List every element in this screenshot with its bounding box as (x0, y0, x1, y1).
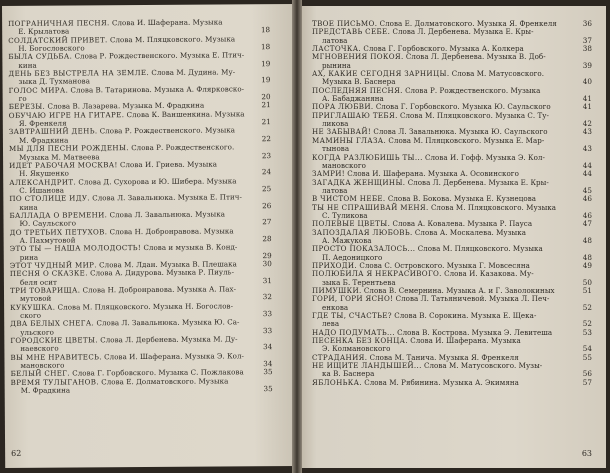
credits-line: Слова Л. Дербенева. Музыка Е. Кры- (392, 27, 534, 37)
page-ref: 22 (261, 133, 271, 144)
page-ref: 33 (262, 309, 273, 319)
credits-line: Слова И. Шаферана. Музыка Э. Кол- (104, 351, 244, 362)
credits-line: Слова М. Рябинина. Музыка А. Экимяна (364, 377, 519, 387)
credits-continuation: Музыка В. Баснера (322, 77, 396, 87)
song-title: ПИМУШКИ. (312, 286, 362, 295)
song-title: ТЫ НЕ СПРАШИВАЙ МЕНЯ. (312, 202, 429, 212)
toc-entry (312, 295, 594, 312)
page-ref: 50 (582, 277, 592, 287)
credits-continuation: Н. Богословского (18, 43, 85, 53)
page-ref: 39 (582, 60, 592, 70)
song-title: ЗАВТРАШНИЙ ДЕНЬ. (8, 126, 98, 137)
song-title: АЛЕКСАНДРИТ. (9, 177, 77, 187)
toc-entry (312, 312, 594, 329)
credits-line: Слова и музыка В. Конд- (143, 242, 238, 253)
credits-line: Слова В. Татаринова. Музыка А. Флярковско- (70, 84, 245, 95)
page-ref: 49 (582, 260, 592, 270)
page-ref: 44 (582, 169, 592, 179)
song-title: ГОРИ, ГОРИ ЯСНО! (312, 294, 394, 304)
toc-entry (312, 362, 594, 379)
song-title: ПОСЛЕДНЯЯ ПЕСНЯ. (312, 85, 403, 95)
toc-entry (312, 112, 594, 129)
credits-continuation: енкова (322, 302, 349, 312)
toc-entry (11, 377, 275, 396)
song-title: ТВОЕ ПИСЬМО. (312, 19, 378, 28)
toc-entry (312, 245, 594, 262)
page-ref: 55 (582, 352, 592, 362)
credits-line: Слова М. Пляцковского. Музыка (417, 244, 543, 254)
credits-line: Слова Л. Дербенева. Музыка В. Доб- (405, 52, 546, 62)
page-ref: 43 (582, 127, 592, 137)
credits-line: Слова Г. Горбовского. Музыка Ю. Саульского (375, 102, 551, 112)
credits-line: Слова Л. Завальнюка. Музыка (109, 209, 226, 220)
page-ref: 34 (263, 359, 273, 369)
song-title: ГДЕ ТЫ, СЧАСТЬЕ? (312, 311, 392, 321)
song-title: КОГДА РАЗЛЮБИШЬ ТЫ... (312, 152, 423, 162)
song-title: КУКУШКА. (10, 302, 56, 312)
credits-line: Слова Д. Сухорова и Ю. Шибера. Музыка (78, 175, 237, 187)
credits-line: Слова Р. Рождественского. Музыка Е. Птич- (74, 50, 245, 61)
toc-entry (312, 137, 594, 154)
credits-line: Слова В. Семернина. Музыка А. и Г. Заволокиных (363, 286, 555, 295)
page-ref: 44 (582, 160, 592, 170)
song-title: ВРЕМЯ ТУЛЫГАНОВ. (10, 377, 99, 387)
page-ref: 20 (261, 92, 271, 102)
credits-line: Слова А. Ковалева. Музыка Р. Пауса (392, 219, 533, 229)
song-title: МАМИНЫ ГЛАЗА. (312, 135, 387, 145)
toc-entry (312, 337, 594, 354)
page-ref: 47 (582, 219, 592, 229)
song-title: В ЧИСТОМ НЕБЕ. (312, 194, 386, 204)
page-ref: 40 (582, 77, 592, 87)
credits-line: Слова И. Шаферана. Музыка (410, 336, 521, 346)
credits-line: Слова Е. Долматовского. Музыка Я. Френкеля (379, 19, 557, 28)
credits-line: Слова Л. Дербенева. Музыка М. Ду- (100, 334, 238, 345)
credits-continuation: рынина (322, 60, 351, 70)
song-title: ТРИ ТОВАРИЩА. (9, 285, 81, 295)
song-title: ПОЛЕВЫЕ ЦВЕТЫ. (312, 219, 391, 229)
credits-line: Слова Л. Дербенева. Музыка Е. Кры- (407, 177, 549, 187)
credits-continuation: С. Ишанова (19, 185, 64, 195)
right-page-number: 63 (581, 449, 592, 458)
credits-continuation: рина (19, 252, 39, 262)
credits-line: Слова М. Дудина. Му- (151, 67, 236, 78)
page-ref: 29 (262, 250, 272, 260)
credits-line: Слова В. Лазарева. Музыка М. Фрадкина (47, 101, 205, 112)
credits-line: Слова М. Матусовского. (451, 69, 545, 79)
toc-entry (312, 28, 594, 45)
page-ref: 41 (582, 102, 592, 112)
page-ref: 56 (582, 369, 592, 379)
page-ref: 19 (261, 58, 271, 68)
song-title: ЭТОТ ЧУДНЫЙ МИР. (9, 260, 97, 270)
credits-line: Слова И. Казакова. Му- (444, 269, 534, 279)
page-ref: 38 (582, 44, 592, 54)
song-title: ПРОСТО ПОКАЗАЛОСЬ... (312, 244, 416, 254)
song-title: ДЕНЬ БЕЗ ВЫСТРЕЛА НА ЗЕМЛЕ. (8, 68, 150, 79)
credits-continuation: А. Пахмутовой (19, 235, 76, 245)
credits-line: Слова М. Пляцковского. Музыка С. Ту- (400, 110, 549, 120)
song-title: ПОГРАНИЧНАЯ ПЕСНЯ. (8, 18, 110, 28)
credits-line: Слова М. Пляцковского. Музыка (430, 202, 557, 212)
credits-continuation: ликова (322, 119, 349, 129)
toc-entry (312, 229, 594, 246)
song-title: БЕЛЫЙ СНЕГ. (10, 368, 70, 379)
page-ref: 25 (261, 183, 272, 194)
page-ref: 28 (262, 234, 272, 244)
page-ref: 30 (262, 259, 272, 269)
song-title: ПО СТОЛИЦЕ ИДУ. (9, 193, 90, 204)
song-title: МГНОВЕНИЯ ПОКОЯ. (312, 52, 404, 62)
page-ref: 48 (582, 252, 592, 262)
song-title: БАЛЛАДА О ВРЕМЕНИ. (9, 210, 108, 220)
credits-continuation: мутовой (20, 294, 52, 304)
song-title: ГОЛОС МИРА. (8, 85, 69, 95)
credits-continuation: латова (322, 185, 348, 195)
credits-line: Слова С. Островского. Музыка Г. Мовсесяна (359, 260, 530, 270)
credits-line: Слова И. Шаферана. Музыка (111, 17, 223, 28)
credits-line: Слова В. Кострова. Музыка Э. Левитеша (397, 327, 553, 337)
credits-continuation: тынова (322, 144, 350, 154)
song-title: БЕРЕЗЫ. (8, 102, 46, 112)
credits-continuation: зыка Д. Тухманова (18, 76, 90, 87)
credits-continuation: зыка Б. Терентьева (322, 277, 396, 287)
toc-entry (312, 270, 594, 287)
song-title: ЭТО ТЫ — НАША МОЛОДОСТЬ! (9, 243, 142, 254)
toc-entry (312, 179, 594, 196)
credits-continuation: Музыка М. Матвеева (19, 151, 100, 162)
credits-line: Слова М. Пляцковского. Музыка Е. Мар- (388, 135, 545, 145)
credits-line: Слова Л. Завальнюка. Музыка Ю. Са- (96, 317, 240, 328)
page-ref: 35 (263, 384, 273, 394)
credits-line: Слова А. Москалева. Музыка (414, 227, 526, 237)
credits-line: Слова А. Дидурова. Музыка Р. Пиуль- (90, 267, 235, 278)
credits-continuation: М. Фрадкина (18, 135, 69, 145)
credits-line: Слова Р. Рождественского. (131, 142, 235, 153)
credits-continuation: мановского (322, 160, 366, 170)
song-title: ОБУЧАЮ ИГРЕ НА ГИТАРЕ. (8, 109, 125, 120)
credits-continuation: го (18, 93, 27, 103)
page-ref: 18 (260, 25, 271, 35)
credits-line: Слова Н. Добронравова. Музыка А. Пах- (82, 284, 237, 295)
credits-continuation: П. Аедоницкого (322, 252, 383, 262)
song-title: НАДО ПОДУМАТЬ... (312, 327, 395, 337)
credits-line: Слова М. Пляцковского. Музыка Н. Богослов- (57, 301, 234, 312)
credits-continuation: латова (322, 35, 348, 45)
song-title: ПОРА ЛЮБВИ. (312, 102, 374, 112)
page-ref: 43 (582, 144, 592, 154)
credits-continuation: С. Туликова (322, 210, 368, 220)
credits-continuation: беля осит (19, 277, 58, 287)
song-title: СТРАДАНИЯ. (312, 352, 368, 362)
song-title: ИДЕТ РАБОЧАЯ МОСКВА! (9, 160, 118, 170)
page-ref: 42 (582, 119, 592, 129)
song-title: АХ, КАКИЕ СЕГОДНЯ ЗАРНИЦЫ. (312, 69, 450, 79)
page-ref: 35 (263, 367, 273, 377)
credits-continuation: Ю. Саульского (19, 218, 77, 229)
page-ref: 33 (262, 325, 273, 335)
page-ref: 21 (261, 117, 271, 127)
song-title: ПЕСНЯ О СКАЗКЕ. (9, 268, 88, 279)
song-title: ЯБЛОНЬКА. (312, 377, 362, 387)
credits-line: Слова Е. Долматовского. Музыка (101, 376, 229, 387)
credits-continuation: мановского (20, 360, 65, 370)
credits-line: Слова Н. Добронравова. Музыка (109, 225, 234, 236)
credits-continuation: М. Фрадкина (20, 385, 71, 396)
page-ref: 32 (262, 292, 273, 302)
page-ref: 18 (261, 42, 271, 52)
song-title: ПОЛЮБИЛА Я НЕКРАСИВОГО. (312, 269, 442, 279)
toc-entry (312, 70, 594, 87)
left-contents-list (8, 18, 275, 395)
song-title: ДВА БЕЛЫХ СНЕГА. (10, 318, 95, 329)
credits-continuation: кина (18, 60, 37, 70)
credits-continuation: ского (20, 310, 42, 320)
page-ref: 31 (262, 275, 272, 285)
credits-continuation: Э. Колмановского (322, 344, 391, 354)
credits-line: Слова М. Лдан. Музыка В. Плешака (99, 259, 237, 270)
credits-continuation: Е. Крылатова (18, 26, 70, 37)
song-title: БЫЛА СУДЬБА. (8, 51, 73, 62)
song-title: ПЕСЕНКА БЕЗ КОНЦА. (312, 336, 408, 346)
credits-line: Слова В. Бокова. Музыка Е. Кузнецова (387, 194, 537, 204)
credits-line: Слова Р. Рождественского. Музыка (99, 125, 236, 136)
credits-continuation: ка В. Баснера (322, 369, 375, 379)
credits-continuation: А. Бабаджаняна (322, 94, 384, 104)
song-title: НЕ ЗАБЫВАЙ! (312, 127, 372, 137)
song-title: ЗАПОЗДАЛАЯ ЛЮБОВЬ. (312, 227, 413, 237)
song-title: НЕ ИЩИТЕ ЛАНДЫШЕЙ... (312, 361, 422, 371)
credits-line: Слова Л. Завальнюка. Музыка Е. Птич- (92, 192, 242, 203)
credits-line: Слова Г. Горбовского. Музыка С. Пожлакова (72, 367, 244, 378)
page-ref: 46 (582, 194, 592, 204)
song-title: ЗАМРИ! (312, 169, 345, 179)
page-ref: 46 (582, 210, 592, 220)
page-ref: 57 (582, 377, 592, 387)
credits-line: Слова И. Шаферана. Музыка А. Осовинского (347, 169, 519, 179)
song-title: ЗАГАДКА ЖЕНЩИНЫ. (312, 177, 406, 187)
toc-entry (312, 204, 594, 221)
page-ref: 54 (582, 344, 592, 354)
credits-continuation: ульского (20, 327, 54, 337)
page-ref: 52 (582, 319, 592, 329)
song-title: ГОРОДСКИЕ ЦВЕТЫ. (10, 335, 98, 346)
credits-continuation: лева (322, 319, 340, 329)
credits-line: Слова М. Пляцковского. Музыка (109, 34, 236, 44)
toc-entry (312, 379, 594, 387)
toc-entry (312, 53, 594, 70)
page-ref: 23 (261, 150, 272, 160)
toc-entry (312, 87, 594, 104)
page-ref: 34 (263, 342, 273, 352)
page-ref: 37 (582, 35, 592, 45)
right-page (298, 6, 606, 468)
credits-line: Слова М. Танича. Музыка Я. Френкеля (369, 352, 519, 362)
page-ref: 45 (582, 185, 592, 195)
song-title: ПРИХОДИ. (312, 260, 358, 270)
toc-entry (312, 154, 594, 171)
credits-line: Слова Р. Рождественского. Музыка (405, 85, 541, 95)
credits-continuation: кина (19, 202, 38, 212)
page-ref: 19 (261, 75, 271, 85)
song-title: ЛАСТОЧКА. (312, 44, 362, 54)
credits-line: Слова Л. Завальнюка. Музыка Ю. Саульского (373, 127, 548, 137)
page-ref: 26 (262, 200, 272, 210)
left-page (2, 4, 298, 468)
page-ref: 21 (261, 100, 271, 110)
credits-continuation: Я. Френкеля (18, 118, 67, 129)
page-ref: 51 (582, 286, 592, 295)
credits-line: Слова Г. Горбовского. Музыка А. Колкера (363, 44, 524, 54)
song-title: ПРИГЛАШАЮ ТЕБЯ. (312, 110, 398, 120)
page-ref: 27 (262, 217, 272, 227)
credits-line: Слова И. Гофф. Музыка Э. Кол- (425, 152, 545, 162)
song-title: ПРЕДСТАВЬ СЕБЕ. (312, 27, 391, 37)
credits-continuation: Н. Якушенко (19, 168, 70, 179)
credits-continuation: А. Мажукова (322, 235, 372, 245)
page-ref: 52 (582, 302, 592, 312)
right-contents-list (312, 20, 594, 387)
song-title: ДО ТРЕТЬИХ ПЕТУХОВ. (9, 226, 108, 237)
credits-line: Слова К. Ваншенкина. Музыка (126, 109, 245, 119)
song-title: МЫ ДЛЯ ПЕСНИ РОЖДЕНЫ. (8, 143, 129, 154)
page-ref: 41 (582, 94, 592, 104)
song-title: ВЫ МНЕ НРАВИТЕСЬ. (10, 352, 102, 362)
page-ref: 24 (261, 167, 272, 177)
credits-line: Слова М. Матусовского. Музы- (424, 361, 543, 371)
left-page-number: 62 (11, 448, 22, 458)
page-ref: 36 (582, 19, 592, 28)
credits-continuation: наевского (20, 344, 59, 354)
book-gutter (292, 0, 302, 473)
page-ref: 48 (582, 235, 592, 245)
credits-line: Слова В. Сорокина. Музыка Е. Щека- (394, 311, 537, 321)
credits-line: Слова И. Гриева. Музыка (119, 159, 218, 170)
page-ref: 53 (582, 327, 592, 337)
song-title: СОЛДАТСКИЙ ПРИВЕТ. (8, 34, 108, 45)
credits-line: Слова Л. Татьяничевой. Музыка Л. Печ- (395, 294, 550, 304)
